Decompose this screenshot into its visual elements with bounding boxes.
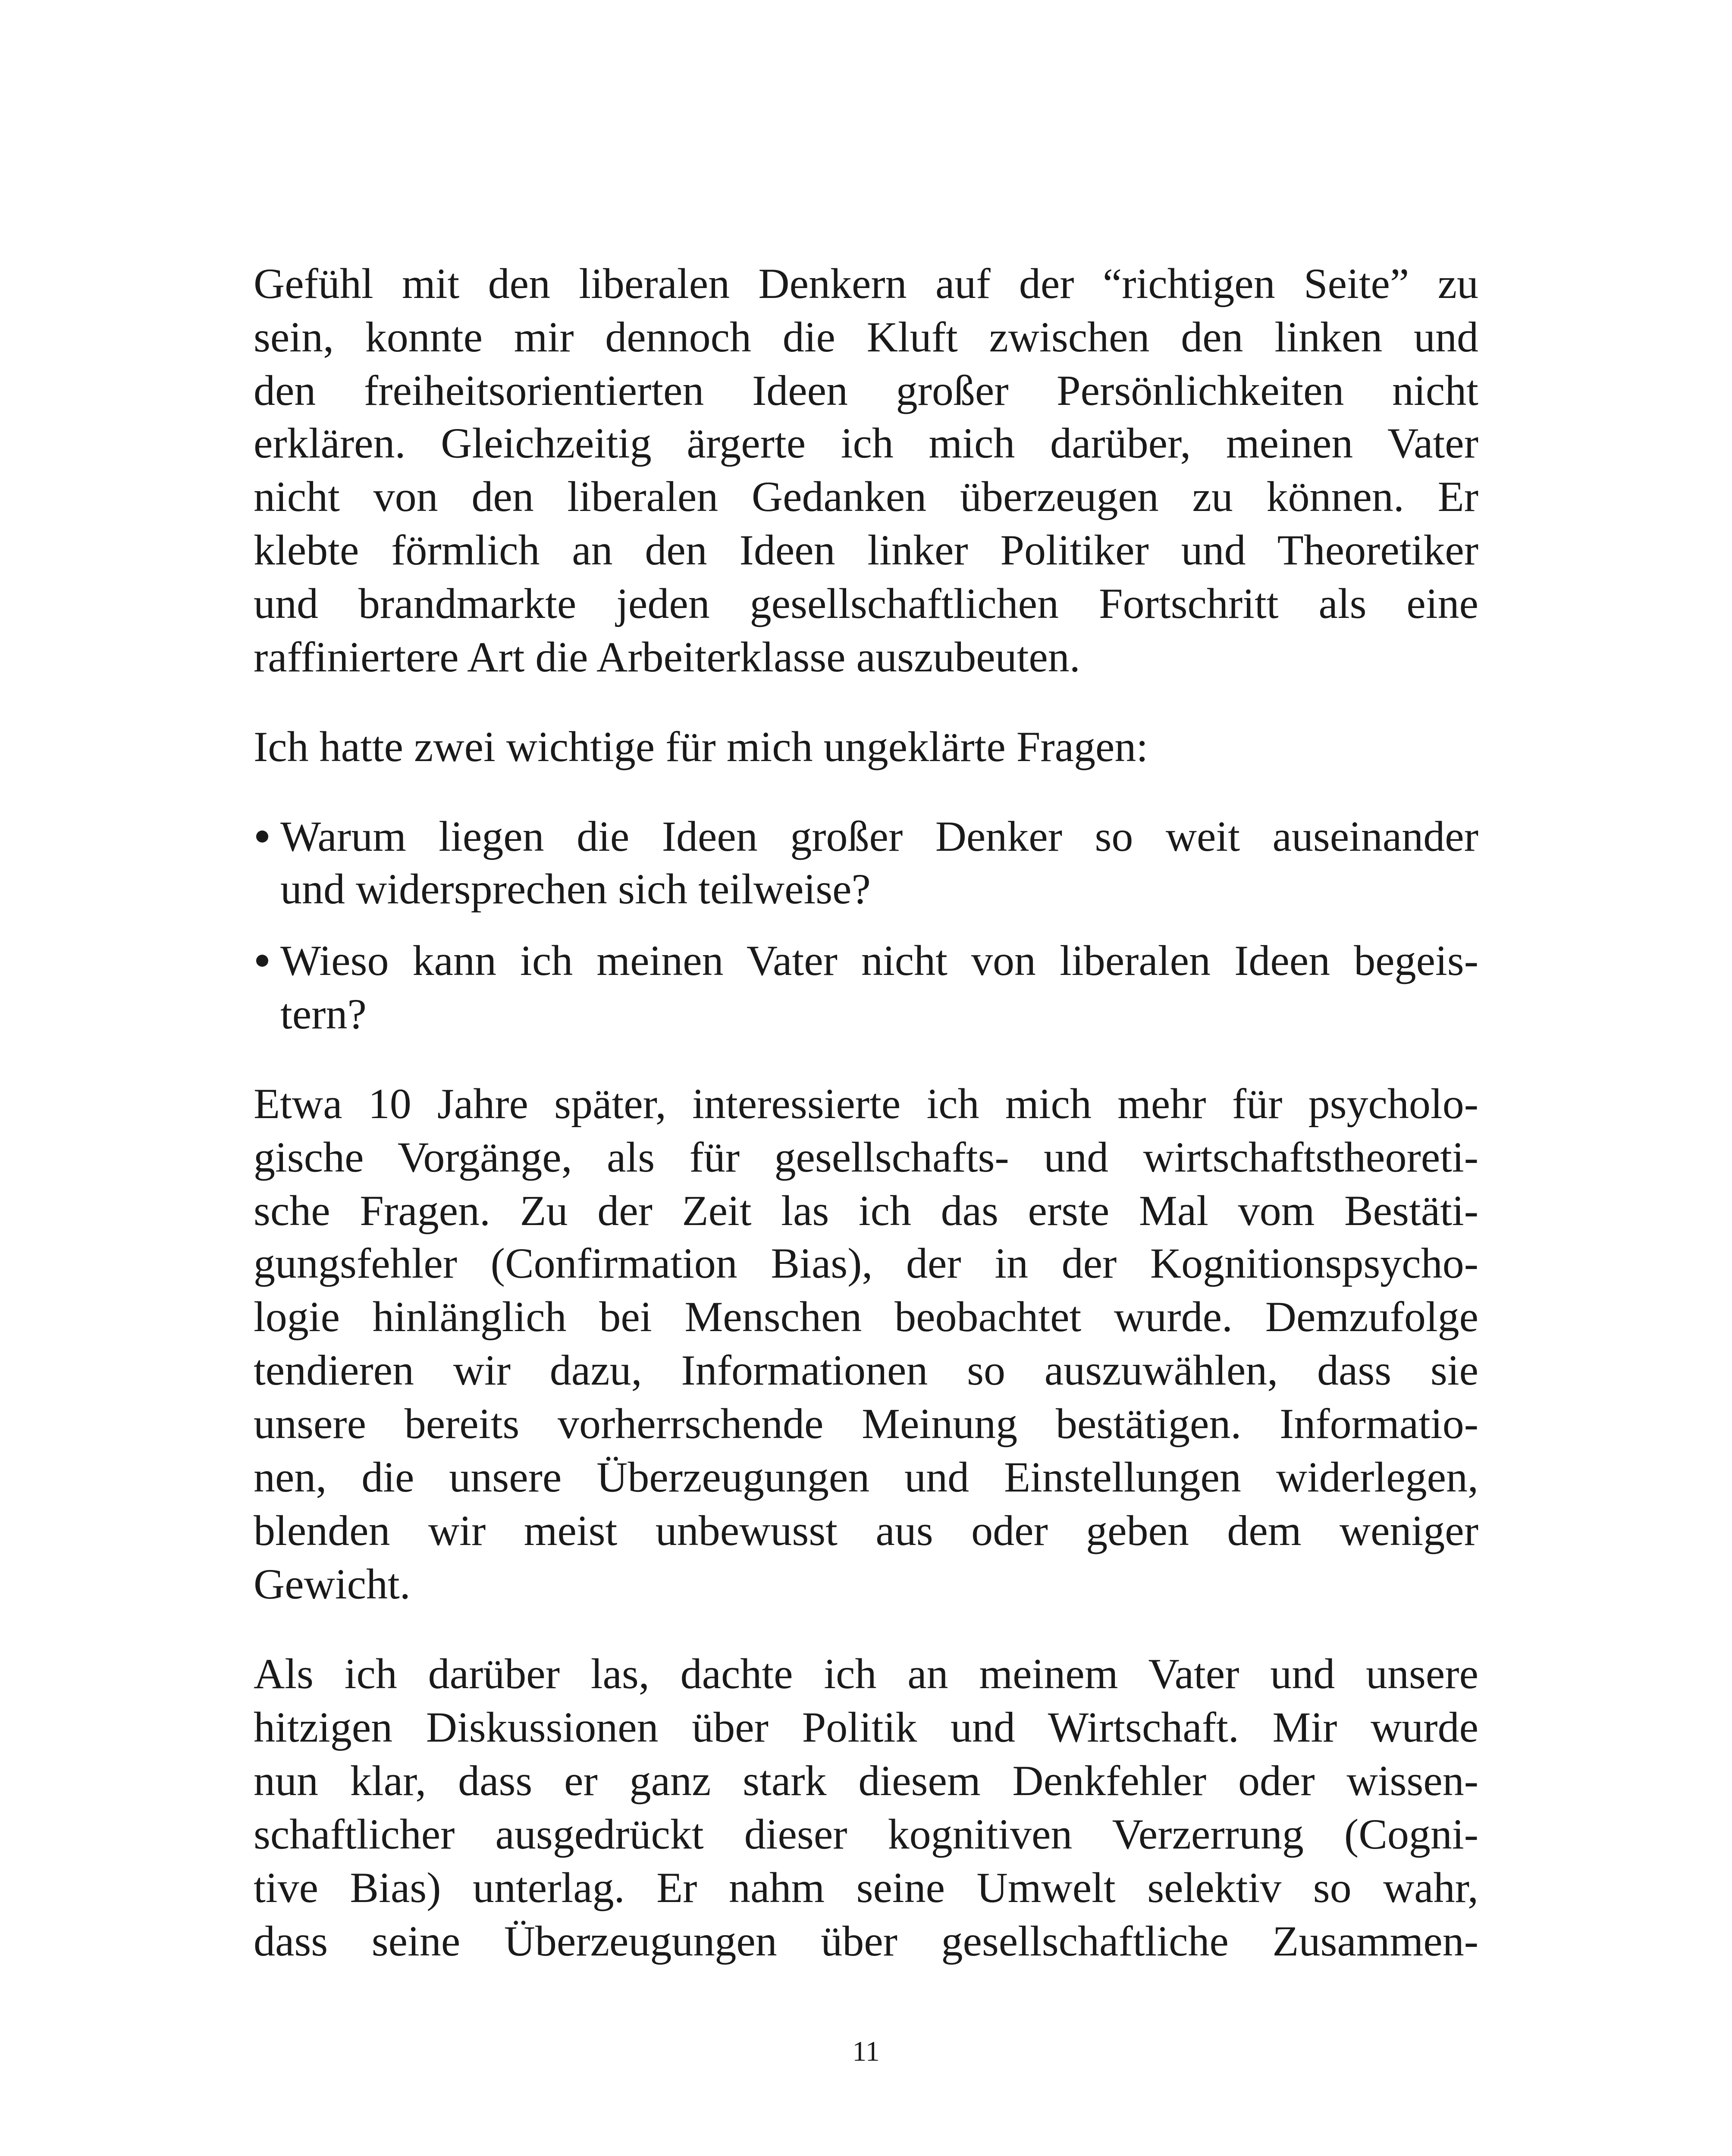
text-line: Gewicht. (254, 1560, 411, 1608)
text-line: schaftlicher ausgedrückt dieser kognitiven Verzerrung (Cogni- (254, 1810, 1478, 1858)
text-line: raffiniertere Art die Arbeiterklasse auszubeuten. (254, 633, 1080, 681)
text-line: und brandmarkte jeden gesellschaftlichen Fortschritt als eine (254, 580, 1478, 627)
text-line: hitzigen Diskussionen über Politik und Wirtschaft. Mir wurde (254, 1703, 1478, 1751)
text-line: erklären. Gleichzeitig ärgerte ich mich darüber, meinen Vater (254, 419, 1478, 467)
text-line: Wieso kann ich meinen Vater nicht von liberalen Ideen begeis- (280, 937, 1478, 984)
text-line: Gefühl mit den liberalen Denkern auf der “richtigen Seite” zu (254, 260, 1478, 307)
text-line: gische Vorgänge, als für gesellschafts- und wirtschaftstheoreti- (254, 1133, 1478, 1181)
text-line: tendieren wir dazu, Informationen so auszuwählen, dass sie (254, 1346, 1478, 1394)
text-line: nen, die unsere Überzeugungen und Einstellungen widerlegen, (254, 1453, 1478, 1501)
text-line: blenden wir meist unbewusst aus oder geben dem weniger (254, 1507, 1478, 1554)
bullet-icon (254, 935, 279, 987)
page-number: 11 (852, 2036, 880, 2067)
text-line: tern? (280, 990, 367, 1038)
text-line: und widersprechen sich teilweise? (280, 865, 871, 913)
bullet-icon (254, 811, 279, 862)
text-line: Etwa 10 Jahre später, interessierte ich mich mehr für psycholo- (254, 1080, 1478, 1128)
text-line: sein, konnte mir dennoch die Kluft zwischen den linken und (254, 313, 1478, 361)
text-line: den freiheitsorientierten Ideen großer Persönlichkeiten nicht (254, 367, 1478, 414)
text-line: tive Bias) unterlag. Er nahm seine Umwelt selektiv so wahr, (254, 1864, 1478, 1912)
text-line: Ich hatte zwei wichtige für mich ungeklärte Fragen: (254, 723, 1148, 771)
text-line: nun klar, dass er ganz stark diesem Denkfehler oder wissen- (254, 1757, 1478, 1805)
text-line: Warum liegen die Ideen großer Denker so weit auseinander (280, 812, 1478, 860)
text-line: nicht von den liberalen Gedanken überzeugen zu können. Er (254, 473, 1478, 520)
text-line: Als ich darüber las, dachte ich an meinem Vater und unsere (254, 1650, 1478, 1698)
text-line: dass seine Überzeugungen über gesellschaftliche Zusammen- (254, 1917, 1478, 1965)
text-line: logie hinlänglich bei Menschen beobachtet wurde. Demzufolge (254, 1293, 1478, 1341)
text-line: klebte förmlich an den Ideen linker Politiker und Theoretiker (254, 526, 1478, 574)
text-line: sche Fragen. Zu der Zeit las ich das erste Mal vom Bestäti- (254, 1187, 1478, 1235)
text-line: unsere bereits vorherrschende Meinung bestätigen. Informatio- (254, 1400, 1478, 1448)
text-line: gungsfehler (Confirmation Bias), der in der Kognitionspsycho- (254, 1239, 1478, 1287)
